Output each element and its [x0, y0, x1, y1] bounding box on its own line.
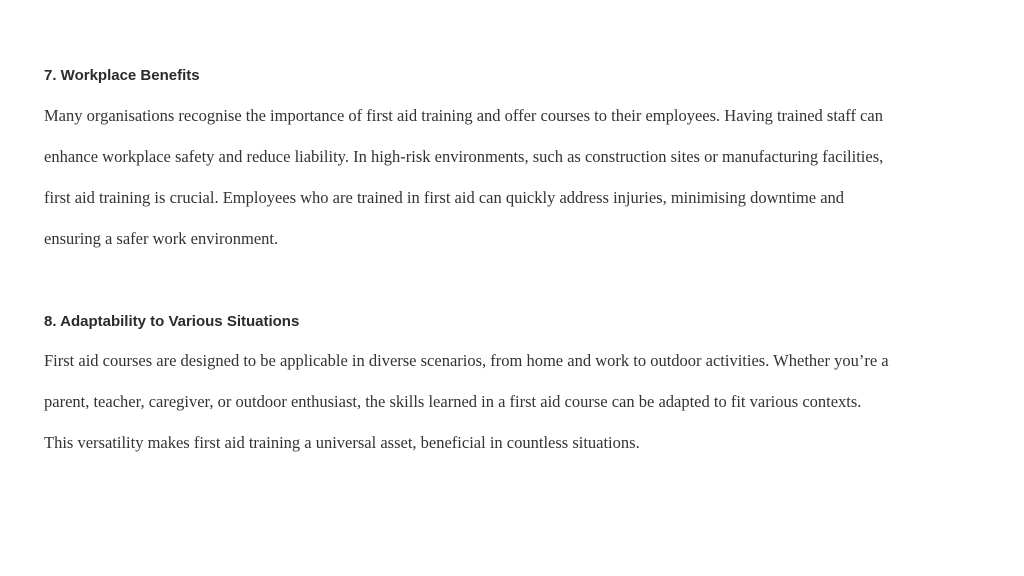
section-heading-adaptability: 8. Adaptability to Various Situations [44, 313, 300, 330]
paragraph-line: parent, teacher, caregiver, or outdoor enthusiast, the skills learned in a first aid course can be adapted to fit various contexts. [44, 392, 862, 411]
paragraph-adaptability [44, 340, 889, 463]
paragraph-line: First aid courses are designed to be applicable in diverse scenarios, from home and work to outdoor activities. Whether you’re a [44, 351, 889, 370]
paragraph-line: first aid training is crucial. Employees who are trained in first aid can quickly address injuries, minimising downtime and [44, 188, 845, 207]
paragraph-line: ensuring a safer work environment. [44, 229, 279, 248]
paragraph-line: enhance workplace safety and reduce liability. In high-risk environments, such as construction sites or manufacturing facilities, [44, 147, 884, 166]
paragraph-workplace-benefits [44, 95, 883, 259]
section-heading-workplace-benefits: 7. Workplace Benefits [44, 67, 200, 84]
paragraph-line: Many organisations recognise the importance of first aid training and offer courses to their employees. Having trained staff can [44, 106, 883, 125]
paragraph-line: This versatility makes first aid training a universal asset, beneficial in countless situations. [44, 433, 640, 452]
